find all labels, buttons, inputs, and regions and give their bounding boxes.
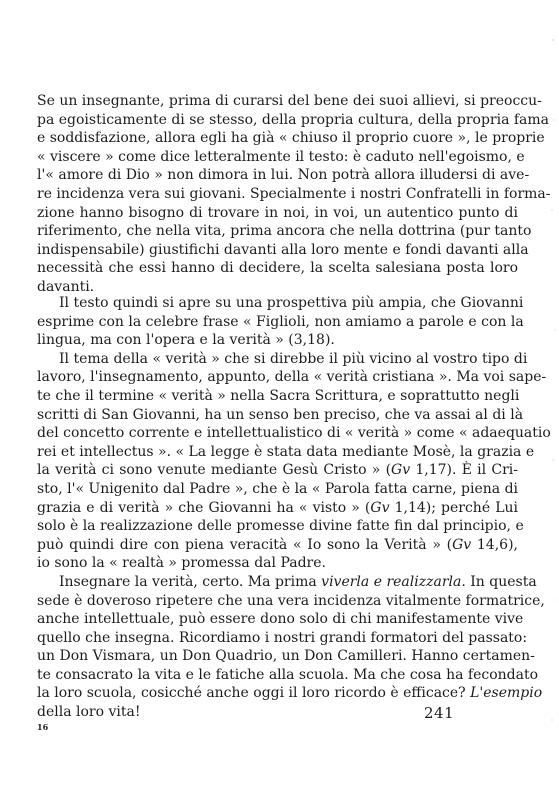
text-line: della loro vita! — [37, 704, 141, 721]
text-line: Il testo quindi si apre su una prospettiva più ampia, che Giovanni — [59, 295, 524, 311]
text-line — [37, 461, 518, 480]
text-line: solo è la realizzazione delle promesse divine fatte fin dal principio, e — [37, 518, 524, 535]
text-line: davanti. — [37, 278, 95, 295]
text-line — [37, 684, 543, 703]
text-line: sede è doveroso ripetere che una vera incidenza vitalmente formatrice, — [37, 592, 545, 609]
text-line: e soddisfazione, allora egli ha già « chiuso il proprio cuore », le proprie — [37, 130, 545, 147]
text-fragment: la loro scuola, cosicché anche oggi il loro ricordo è efficace? — [37, 685, 471, 702]
text-line: Il tema della « verità » che si direbbe il più vicino al vostro tipo di — [59, 350, 528, 367]
text-line — [37, 536, 518, 555]
text-line: riferimento, che nella vita, prima ancora che nella dottrina (pur tanto — [37, 223, 532, 240]
paragraph-2 — [37, 294, 551, 722]
text-line: indispensabile) giustifichi davanti alla loro mente e fondi davanti alla — [37, 241, 529, 258]
text-line — [37, 573, 537, 592]
text-fragment: 1,14); perché Lui — [389, 499, 518, 516]
text-line: necessità che essi hanno di decidere, la scelta salesiana posta loro — [37, 260, 518, 277]
text-line: esprime con la celebre frase « Figlioli, non amiamo a parole e con la — [37, 313, 524, 330]
emphasis-text: L'esempio — [470, 685, 543, 702]
text-line: un Don Vismara, un Don Quadrio, un Don Camilleri. Hanno certamen- — [37, 648, 535, 665]
text-line: lingua, ma con l'opera e la verità » (3,18). — [37, 332, 335, 349]
text-fragment: 14,6), — [471, 536, 518, 553]
text-fragment: la verità ci sono venute mediante Gesù Cristo » ( — [37, 462, 392, 479]
text-line: io sono la « realtà » promessa dal Padre. — [37, 555, 326, 572]
printer-signature-mark: 16 — [37, 722, 49, 732]
gospel-reference: Gv — [452, 536, 472, 553]
text-line: anche intellettuale, può essere dono solo di chi manifestamente vive — [37, 611, 524, 628]
text-line: Se un insegnante, prima di curarsi del bene dei suoi allievi, si preoccu- — [37, 93, 542, 109]
text-line: pa egoisticamente di se stesso, della propria cultura, della propria fama — [37, 111, 550, 128]
text-fragment: 1,17). È il Cri- — [410, 462, 518, 479]
text-line: re incidenza vera sui giovani. Specialmente i nostri Confratelli in forma- — [37, 185, 551, 202]
text-line — [37, 499, 518, 518]
text-fragment: Insegnare la verità, certo. Ma prima — [59, 573, 322, 590]
text-line: scritti di San Giovanni, ha un senso ben preciso, che va assai al di là — [37, 406, 524, 423]
text-fragment: In questa — [465, 573, 537, 590]
page-number: 241 — [424, 704, 455, 722]
paragraph-1 — [37, 92, 551, 297]
text-line: zione hanno bisogno di trovare in noi, in voi, un autentico punto di — [37, 204, 518, 221]
text-line: te che il termine « verità » nella Sacra Scrittura, e soprattutto negli — [37, 387, 520, 404]
gospel-reference: Gv — [370, 499, 390, 516]
text-line: te consacrato la vita e le fatiche alla scuola. Ma che cosa ha fecondato — [37, 666, 539, 683]
gospel-reference: Gv — [391, 462, 411, 479]
text-line: l'« amore di Dio » non dimora in lui. Non potrà allora illudersi di ave- — [37, 167, 530, 184]
text-fragment: può quindi dire con piena veracità « Io sono la Verità » ( — [37, 536, 453, 553]
text-fragment: grazia e di verità » che Giovanni ha « visto » ( — [37, 499, 371, 516]
emphasis-text: viverla e realizzarla. — [321, 573, 466, 590]
text-line: quello che insegna. Ricordiamo i nostri grandi formatori del passato: — [37, 629, 528, 646]
text-line: « viscere » come dice letteralmente il testo: è caduto nell'egoismo, e — [37, 148, 525, 165]
text-line: rei et intellectus ». « La legge è stata data mediante Mosè, la grazia e — [37, 443, 535, 460]
text-line: del concetto corrente e intellettualistico di « verità » come « adaequatio — [37, 425, 551, 442]
scan-edge-artifact — [539, 0, 559, 794]
text-line: lavoro, l'insegnamento, appunto, della « verità cristiana ». Ma voi sape- — [37, 369, 547, 386]
text-line: sto, l'« Unigenito dal Padre », che è la « Parola fatta carne, piena di — [37, 480, 519, 497]
